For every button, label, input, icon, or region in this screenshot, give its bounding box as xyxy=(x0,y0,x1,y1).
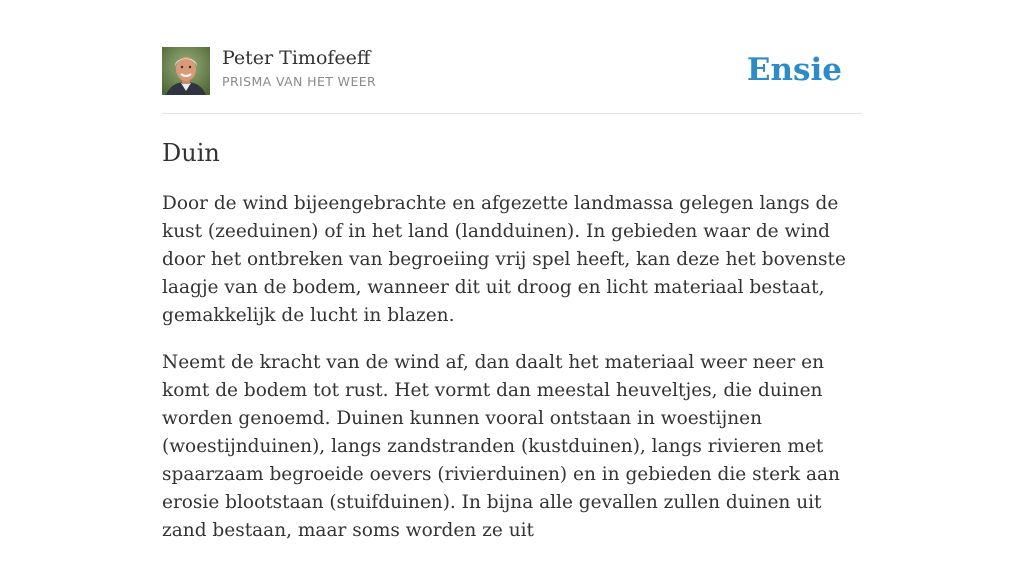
author-subtitle: PRISMA VAN HET WEER xyxy=(222,74,377,89)
brand-logo[interactable]: Ensie xyxy=(746,52,842,88)
article-header xyxy=(162,46,862,96)
header-divider xyxy=(162,113,862,114)
person-avatar-icon xyxy=(162,47,210,95)
article-paragraph: Door de wind bijeengebrachte en afgezette landmassa gelegen langs de kust (zeeduinen) of in het land (landduinen). In gebieden waar de wind door het ontbreken van begroeiing vrij spel heeft, kan deze het bovenste laagje van de bodem, wanneer dit uit droog en licht materiaal bestaat, gemakkelijk de lucht in blazen. xyxy=(162,193,846,326)
author-name[interactable]: Peter Timofeeff xyxy=(222,47,371,69)
author-avatar[interactable] xyxy=(162,47,210,95)
article-paragraph: Neemt de kracht van de wind af, dan daalt het materiaal weer neer en komt de bodem tot rust. Het vormt dan meestal heuveltjes, die duinen worden genoemd. Duinen kunnen vooral ontstaan in woestijnen (woestijnduinen), langs zandstranden (kustduinen), langs rivieren met spaarzaam begroeide oevers (rivierduinen) en in gebieden die sterk aan erosie blootstaan (stuifduinen). In bijna alle gevallen zullen duinen uit zand bestaan, maar soms worden ze uit xyxy=(162,352,840,541)
article-body xyxy=(162,190,862,564)
article-title: Duin xyxy=(162,139,220,167)
